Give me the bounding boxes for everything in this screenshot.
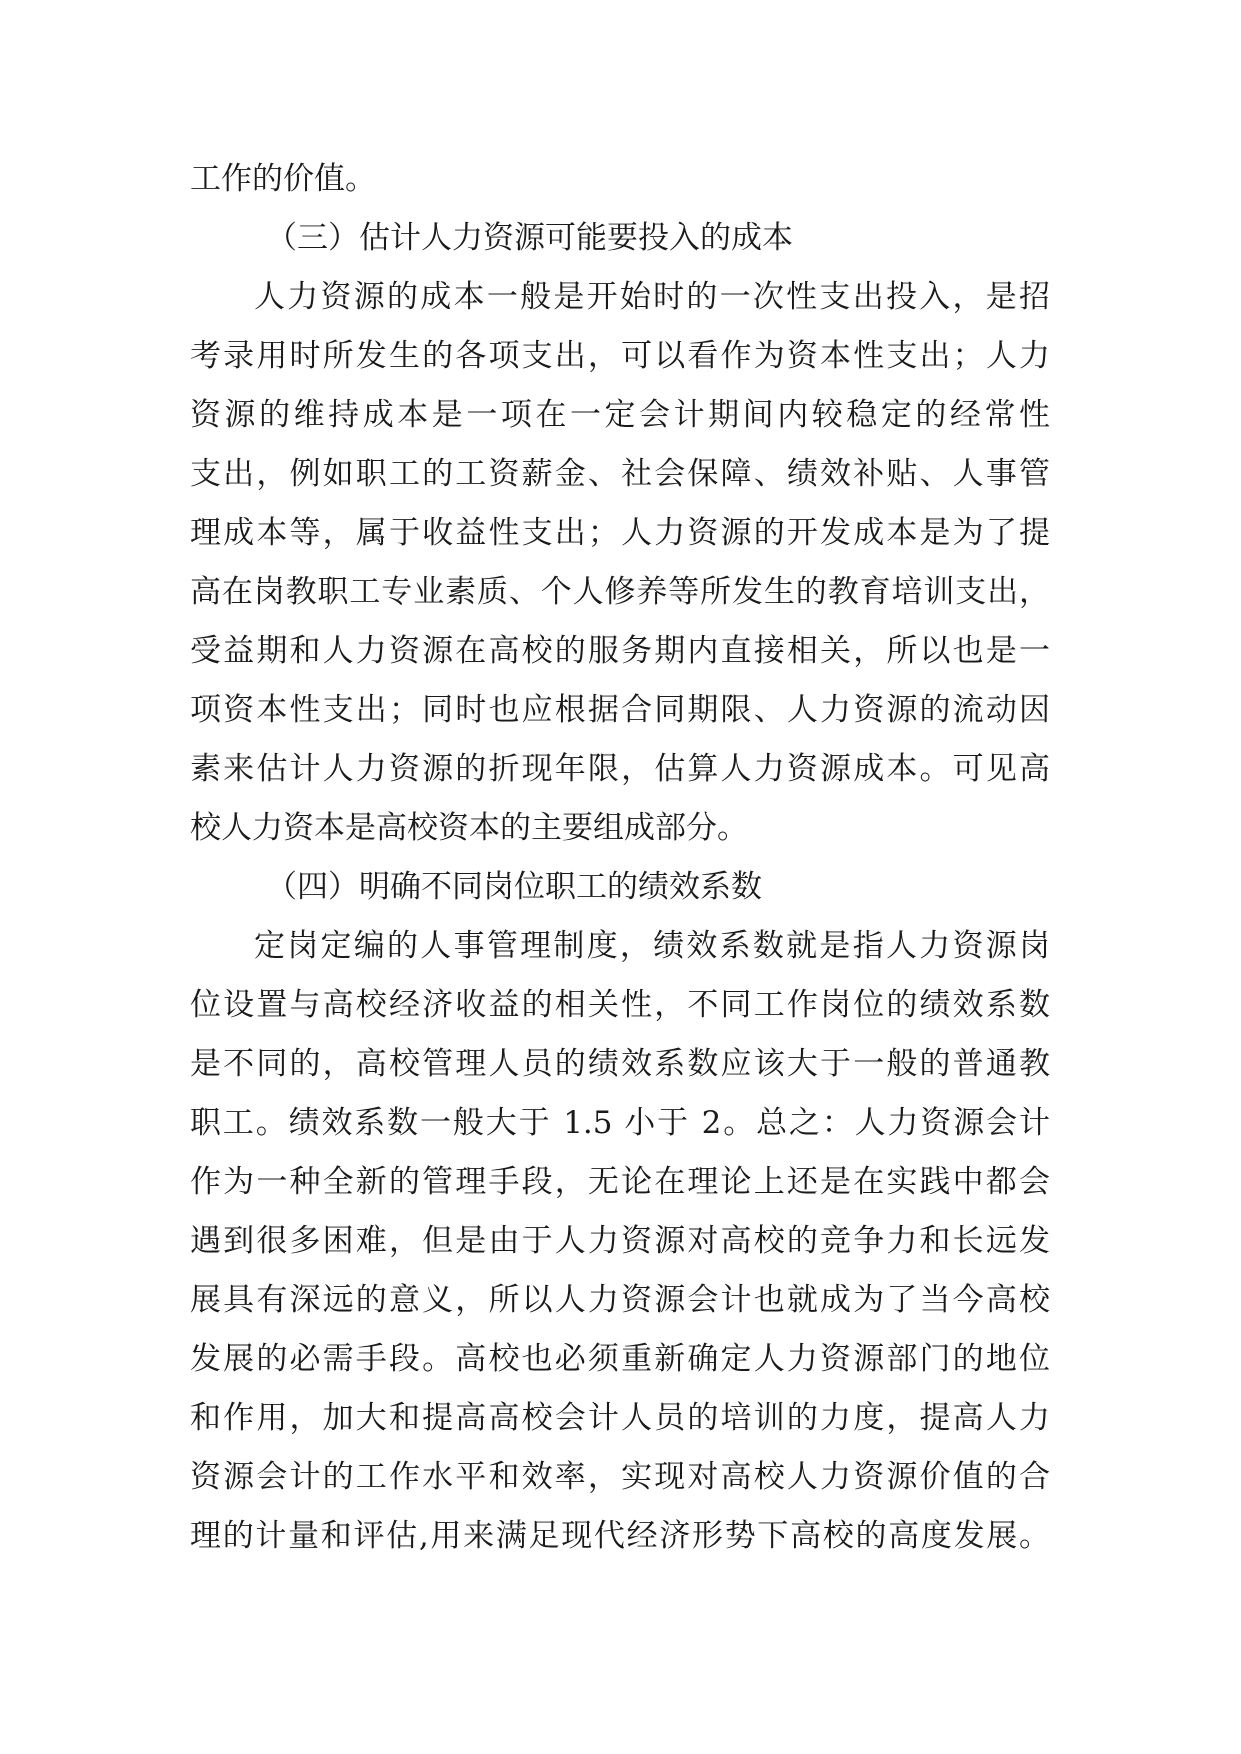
text-line: 是不同的，高校管理人员的绩效系数应该大于一般的普通教 — [190, 1046, 1050, 1082]
text-line: 发展的必需手段。高校也必须重新确定人力资源部门的地位 — [190, 1341, 1050, 1377]
text-line: 项资本性支出；同时也应根据合同期限、人力资源的流动因 — [190, 692, 1050, 728]
text-line: 资源会计的工作水平和效率，实现对高校人力资源价值的合 — [190, 1459, 1050, 1495]
text-line: 高在岗教职工专业素质、个人修养等所发生的教育培训支出， — [190, 574, 1050, 610]
text-line: 展具有深远的意义，所以人力资源会计也就成为了当今高校 — [190, 1282, 1050, 1318]
text-line: 资源的维持成本是一项在一定会计期间内较稳定的经常性 — [190, 397, 1050, 433]
text-line: 遇到很多困难，但是由于人力资源对高校的竞争力和长远发 — [190, 1223, 1050, 1259]
text-line: 作为一种全新的管理手段，无论在理论上还是在实践中都会 — [190, 1164, 1050, 1200]
section-heading-3: （三）估计人力资源可能要投入的成本 — [266, 220, 793, 256]
text-line: 定岗定编的人事管理制度，绩效系数就是指人力资源岗 — [254, 928, 1050, 964]
text-line: 职工。绩效系数一般大于 1.5 小于 2。总之：人力资源会计 — [190, 1105, 1050, 1141]
text-line: 支出，例如职工的工资薪金、社会保障、绩效补贴、人事管 — [190, 456, 1050, 492]
text-line: 校人力资本是高校资本的主要组成部分。 — [190, 810, 748, 846]
text-line: 考录用时所发生的各项支出，可以看作为资本性支出；人力 — [190, 338, 1050, 374]
text-line: 理成本等，属于收益性支出；人力资源的开发成本是为了提 — [190, 515, 1050, 551]
text-line: 理的计量和评估,用来满足现代经济形势下高校的高度发展。 — [190, 1518, 1050, 1554]
text-line: 和作用，加大和提高高校会计人员的培训的力度，提高人力 — [190, 1400, 1050, 1436]
text-line: 人力资源的成本一般是开始时的一次性支出投入，是招 — [254, 279, 1050, 315]
text-line: 工作的价值。 — [190, 161, 376, 197]
section-heading-4: （四）明确不同岗位职工的绩效系数 — [266, 869, 762, 905]
text-line: 位设置与高校经济收益的相关性，不同工作岗位的绩效系数 — [190, 987, 1050, 1023]
text-line: 素来估计人力资源的折现年限，估算人力资源成本。可见高 — [190, 751, 1050, 787]
text-line: 受益期和人力资源在高校的服务期内直接相关，所以也是一 — [190, 633, 1050, 669]
body-text — [190, 150, 1050, 1566]
